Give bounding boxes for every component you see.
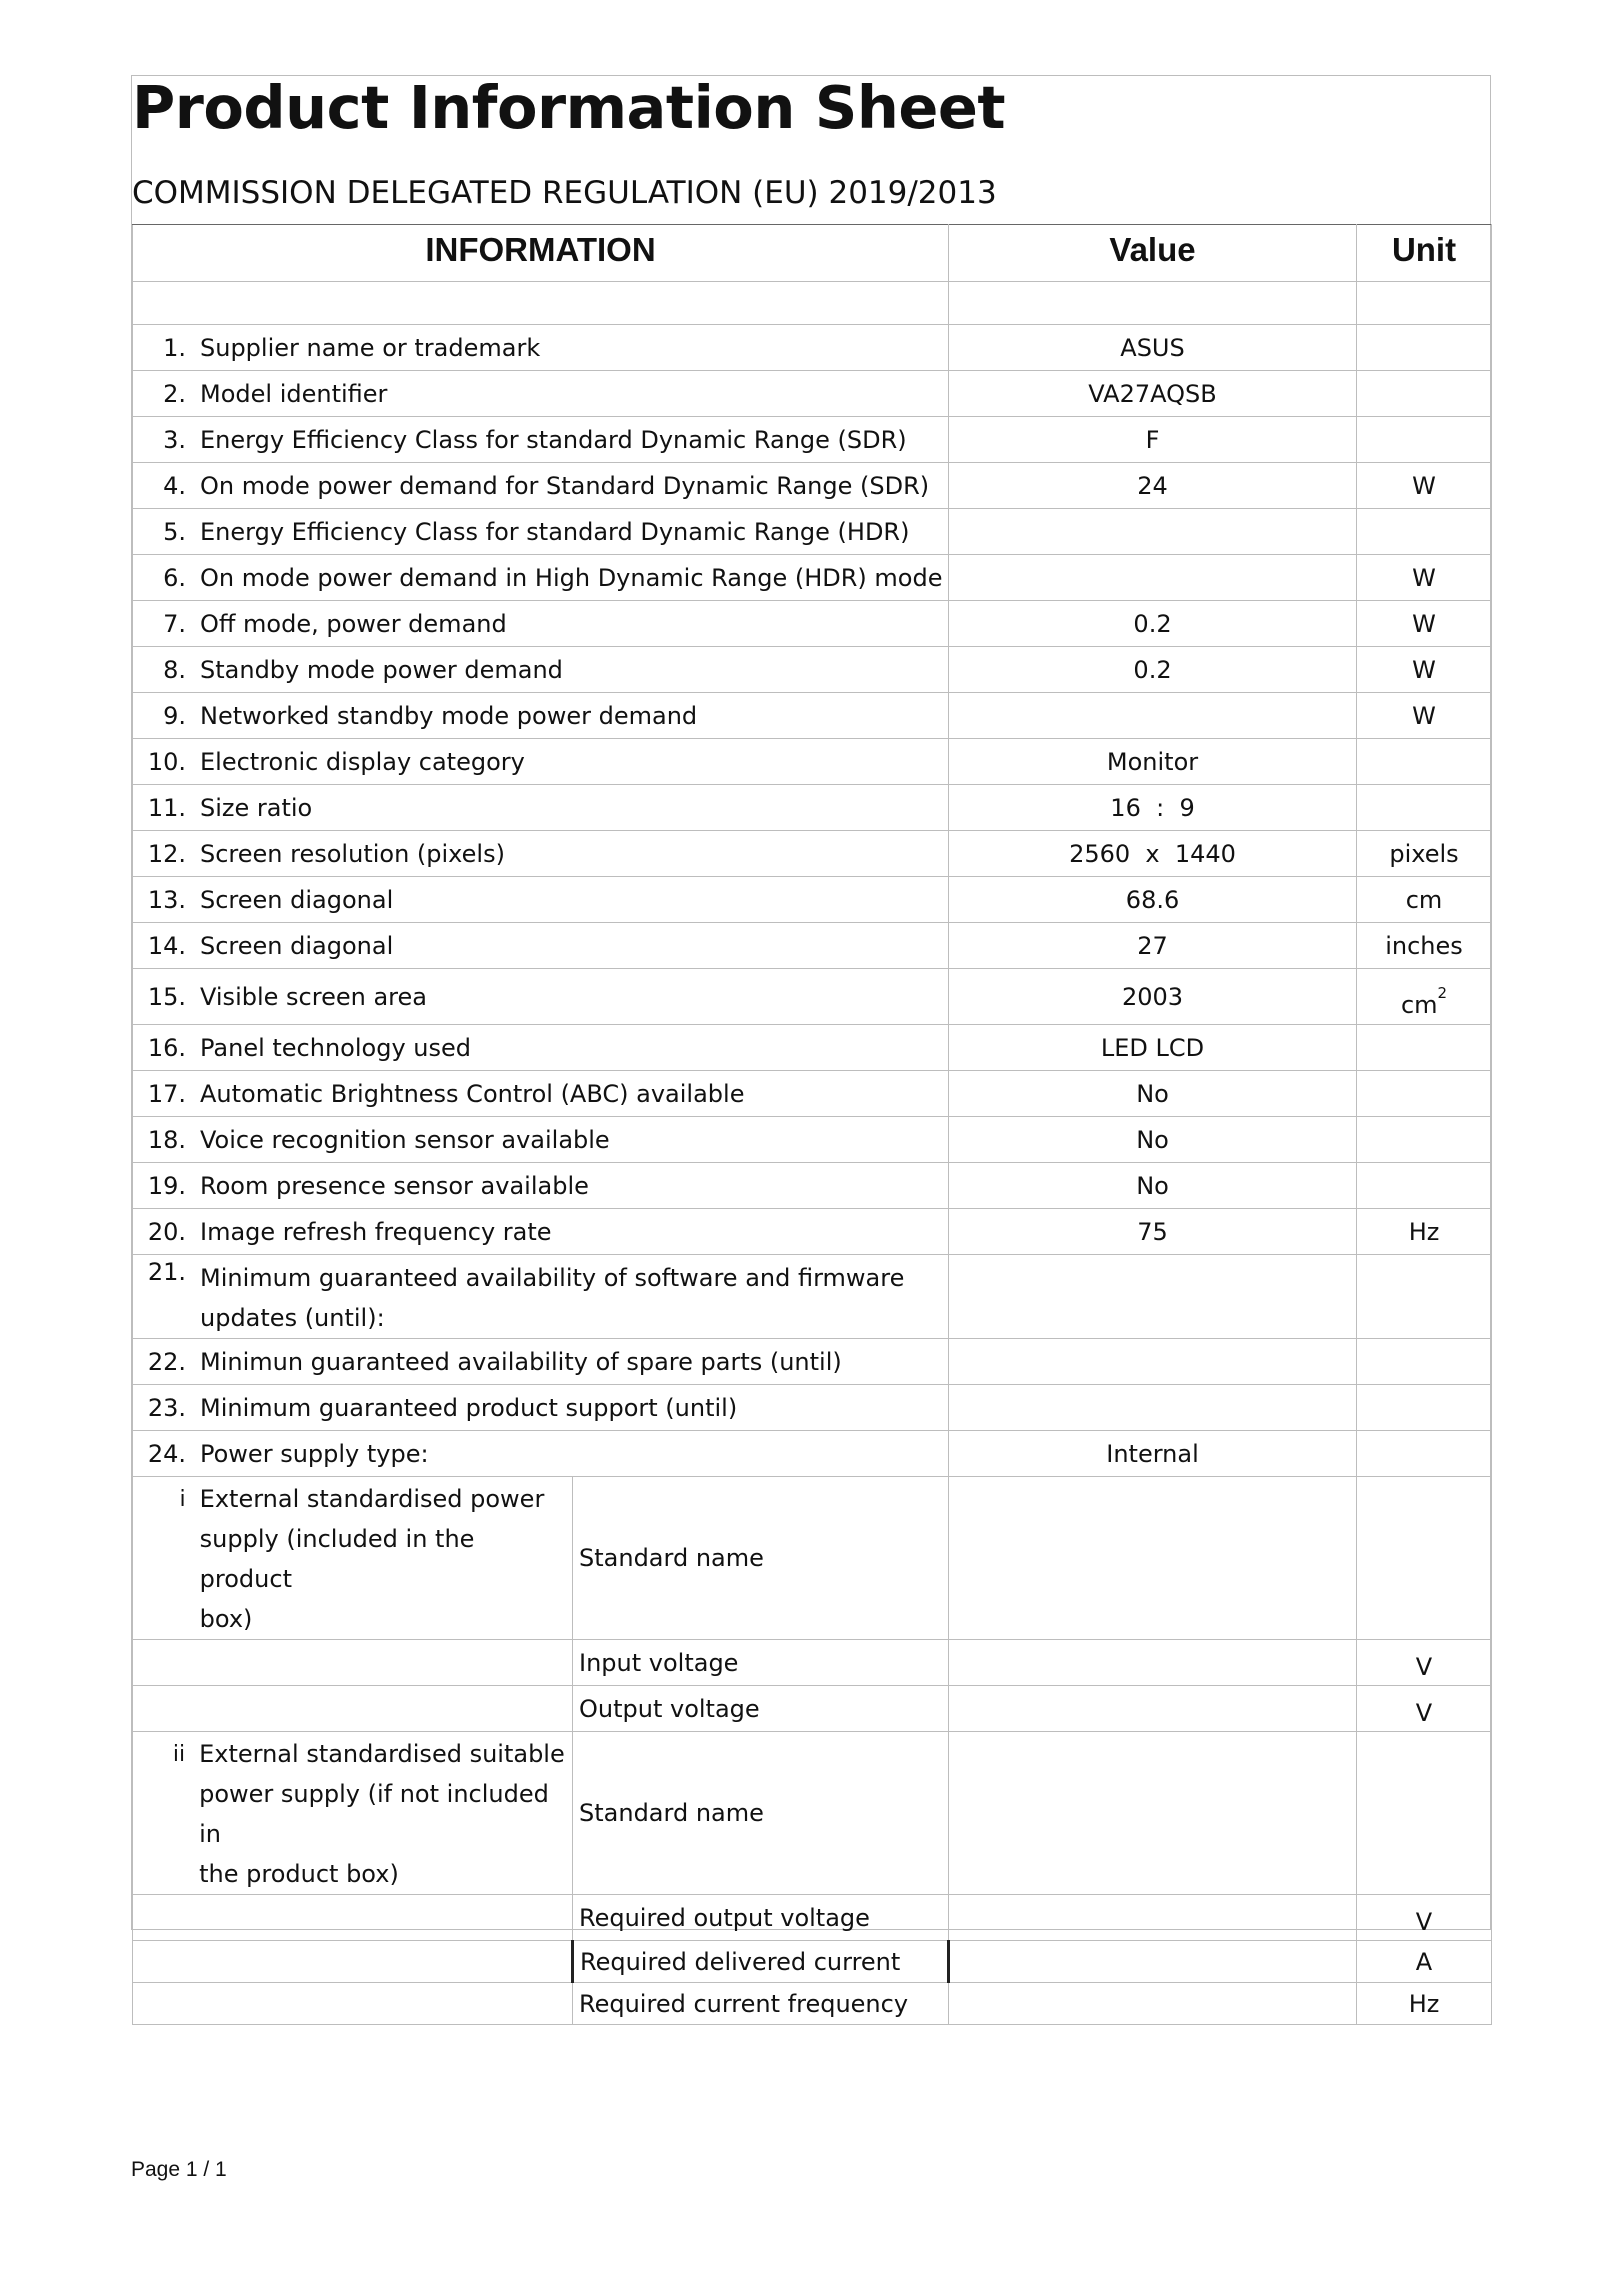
row-value [949, 555, 1357, 601]
power-supply-label-text [185, 1734, 572, 1894]
power-supply-label [133, 1895, 573, 1941]
power-supply-unit [1357, 1477, 1492, 1640]
row-value: 68.6 [949, 877, 1357, 923]
row-label [186, 1258, 948, 1338]
row-information [133, 1025, 949, 1071]
row-label: Model identifier [200, 379, 388, 408]
table-row [133, 1385, 1492, 1431]
power-supply-sub-label [573, 1895, 949, 1941]
row-label-line: updates (until): [200, 1303, 385, 1332]
row-unit: W [1357, 555, 1492, 601]
product-information-sheet [131, 73, 1491, 2018]
page-title: Product Information Sheet [132, 73, 1006, 142]
row-information [133, 923, 949, 969]
row-number: 2. [163, 379, 186, 408]
row-label: On mode power demand for Standard Dynamic Range (SDR) [200, 471, 930, 500]
power-supply-sub-label [573, 1983, 949, 2025]
power-supply-sub-label [573, 1477, 949, 1640]
table-row [133, 647, 1492, 693]
table-row [133, 1163, 1492, 1209]
row-value: No [949, 1163, 1357, 1209]
row-information [133, 1255, 949, 1339]
row-value: VA27AQSB [949, 371, 1357, 417]
row-number: 20. [147, 1217, 186, 1246]
table-row [133, 555, 1492, 601]
row-unit [1357, 739, 1492, 785]
information-table [132, 224, 1492, 2025]
row-information [133, 693, 949, 739]
row-number: 4. [163, 471, 186, 500]
row-information [133, 1117, 949, 1163]
sub-label-text: Output voltage [579, 1694, 760, 1723]
power-supply-unit: V [1357, 1686, 1492, 1732]
power-supply-label [133, 1640, 573, 1686]
power-supply-value [949, 1640, 1357, 1686]
row-unit [1357, 509, 1492, 555]
row-label: Visible screen area [200, 982, 427, 1011]
row-value [949, 1385, 1357, 1431]
row-label: Energy Efficiency Class for standard Dynamic Range (HDR) [200, 517, 910, 546]
row-unit [1357, 785, 1492, 831]
table-row [133, 325, 1492, 371]
row-unit: W [1357, 647, 1492, 693]
row-number: 19. [147, 1171, 186, 1200]
row-unit: cm [1357, 877, 1492, 923]
row-information [133, 371, 949, 417]
row-information [133, 1209, 949, 1255]
row-label: Screen diagonal [200, 885, 394, 914]
table-row [133, 1255, 1492, 1339]
header-value: Value [949, 225, 1357, 282]
power-supply-label-text [186, 1479, 572, 1639]
row-value: 2003 [949, 969, 1357, 1025]
row-value [949, 509, 1357, 555]
row-value: ASUS [949, 325, 1357, 371]
unit-superscript: 2 [1437, 984, 1448, 1002]
row-label: Energy Efficiency Class for standard Dynamic Range (SDR) [200, 425, 907, 454]
row-information [133, 325, 949, 371]
table-row [133, 969, 1492, 1025]
power-supply-row [133, 1941, 1492, 1983]
power-supply-value [949, 1732, 1357, 1895]
power-supply-label [133, 1686, 573, 1732]
row-information [133, 877, 949, 923]
table-row [133, 509, 1492, 555]
row-unit [1357, 325, 1492, 371]
header-row [133, 225, 1492, 282]
row-number: 12. [147, 839, 186, 868]
row-unit: Hz [1357, 1209, 1492, 1255]
row-label: Networked standby mode power demand [200, 701, 698, 730]
power-supply-row [133, 1895, 1492, 1941]
power-supply-row [133, 1640, 1492, 1686]
table-row [133, 1209, 1492, 1255]
row-label: Power supply type: [200, 1439, 429, 1468]
power-supply-unit: V [1357, 1640, 1492, 1686]
row-information [133, 647, 949, 693]
table-row [133, 1117, 1492, 1163]
table-row [133, 739, 1492, 785]
power-supply-sub-label [573, 1686, 949, 1732]
power-supply-value [949, 1477, 1357, 1640]
row-number: 21. [147, 1257, 186, 1286]
row-information [133, 1163, 949, 1209]
row-number: 11. [147, 793, 186, 822]
table-row [133, 923, 1492, 969]
row-information [133, 739, 949, 785]
row-unit: W [1357, 463, 1492, 509]
row-value [949, 693, 1357, 739]
row-value: 75 [949, 1209, 1357, 1255]
power-supply-sub-label [573, 1732, 949, 1895]
row-label: Supplier name or trademark [200, 333, 541, 362]
row-label: Off mode, power demand [200, 609, 507, 638]
row-number: 23. [147, 1393, 186, 1422]
main-rows [133, 325, 1492, 1477]
power-supply-label-line: box) [199, 1605, 253, 1633]
table-row [133, 1339, 1492, 1385]
row-label: Screen resolution (pixels) [200, 839, 505, 868]
table-row [133, 877, 1492, 923]
row-unit [1357, 371, 1492, 417]
row-number: 7. [163, 609, 186, 638]
row-unit [1357, 1117, 1492, 1163]
row-value: No [949, 1117, 1357, 1163]
power-supply-sub-label [573, 1941, 949, 1983]
row-information [133, 1431, 949, 1477]
power-supply-label-line: supply (included in the product [199, 1525, 475, 1593]
row-label: Size ratio [200, 793, 313, 822]
sub-label-text: Input voltage [579, 1648, 739, 1677]
table-row [133, 785, 1492, 831]
page-footer: Page 1 / 1 [131, 2158, 227, 2181]
power-supply-row [133, 1983, 1492, 2025]
row-unit: W [1357, 601, 1492, 647]
row-label-line: Minimum guaranteed availability of software and firmware [200, 1263, 905, 1292]
power-supply-unit: Hz [1357, 1983, 1492, 2025]
power-supply-unit: V [1357, 1895, 1492, 1941]
row-unit: pixels [1357, 831, 1492, 877]
row-number: 22. [147, 1347, 186, 1376]
row-number: 15. [147, 982, 186, 1011]
row-unit [1357, 1431, 1492, 1477]
row-number: 17. [147, 1079, 186, 1108]
power-supply-unit [1357, 1732, 1492, 1895]
row-unit [1357, 417, 1492, 463]
power-supply-label [133, 1732, 573, 1895]
power-supply-label-line: power supply (if not included in [199, 1780, 549, 1848]
row-unit [1357, 1025, 1492, 1071]
row-value: 0.2 [949, 601, 1357, 647]
row-label: Voice recognition sensor available [200, 1125, 610, 1154]
power-supply-value [949, 1983, 1357, 2025]
row-unit [1357, 969, 1492, 1025]
power-supply-row [133, 1686, 1492, 1732]
power-supply-unit: A [1357, 1941, 1492, 1983]
power-supply-row [133, 1732, 1492, 1895]
row-unit [1357, 1071, 1492, 1117]
power-supply-value [949, 1895, 1357, 1941]
table-row [133, 463, 1492, 509]
row-number: 3. [163, 425, 186, 454]
row-value: 0.2 [949, 647, 1357, 693]
power-supply-value [949, 1686, 1357, 1732]
row-label: Image refresh frequency rate [200, 1217, 552, 1246]
row-information [133, 969, 949, 1025]
power-supply-label [133, 1983, 573, 2025]
row-value: Internal [949, 1431, 1357, 1477]
row-value: LED LCD [949, 1025, 1357, 1071]
row-unit [1357, 1339, 1492, 1385]
row-number: 6. [163, 563, 186, 592]
row-value [949, 1339, 1357, 1385]
sub-label-text: Required delivered current [580, 1947, 901, 1976]
row-label: Panel technology used [200, 1033, 471, 1062]
row-number: 16. [147, 1033, 186, 1062]
row-information [133, 831, 949, 877]
row-value [949, 1255, 1357, 1339]
sub-label-text: Required output voltage [579, 1903, 870, 1932]
row-label: Automatic Brightness Control (ABC) available [200, 1079, 745, 1108]
row-number: 10. [147, 747, 186, 776]
header-information: INFORMATION [133, 225, 949, 282]
power-supply-row [133, 1477, 1492, 1640]
row-label: Minimum guaranteed product support (until) [200, 1393, 738, 1422]
row-information [133, 601, 949, 647]
row-label: Screen diagonal [200, 931, 394, 960]
row-value: 16 : 9 [949, 785, 1357, 831]
power-supply-rows [133, 1477, 1492, 2025]
row-label: Electronic display category [200, 747, 525, 776]
row-information [133, 555, 949, 601]
table-row [133, 371, 1492, 417]
power-supply-label [133, 1941, 573, 1983]
power-supply-label-line: External standardised suitable [199, 1740, 565, 1768]
roman-numeral: i [179, 1487, 186, 1512]
header-unit: Unit [1357, 225, 1492, 282]
power-supply-label [133, 1477, 573, 1640]
power-supply-sub-label [573, 1640, 949, 1686]
row-value: 24 [949, 463, 1357, 509]
row-information [133, 1071, 949, 1117]
table-row [133, 601, 1492, 647]
row-number: 1. [163, 333, 186, 362]
row-unit [1357, 1385, 1492, 1431]
row-value: No [949, 1071, 1357, 1117]
row-information [133, 785, 949, 831]
power-supply-label-line: External standardised power [199, 1485, 545, 1513]
power-supply-label-line: the product box) [199, 1860, 399, 1888]
row-value: F [949, 417, 1357, 463]
table-row [133, 417, 1492, 463]
row-information [133, 1385, 949, 1431]
row-unit [1357, 1163, 1492, 1209]
row-number: 9. [163, 701, 186, 730]
row-value: Monitor [949, 739, 1357, 785]
spacer-row [133, 282, 1492, 325]
table-row [133, 1431, 1492, 1477]
row-number: 13. [147, 885, 186, 914]
row-number: 8. [163, 655, 186, 684]
row-label: Room presence sensor available [200, 1171, 589, 1200]
regulation-subtitle: COMMISSION DELEGATED REGULATION (EU) 2019/2013 [132, 175, 997, 211]
row-value: 2560 x 1440 [949, 831, 1357, 877]
sub-label-text: Required current frequency [579, 1989, 909, 2018]
row-unit: inches [1357, 923, 1492, 969]
table-row [133, 1071, 1492, 1117]
row-information [133, 417, 949, 463]
row-label: Minimun guaranteed availability of spare parts (until) [200, 1347, 842, 1376]
row-label: Standby mode power demand [200, 655, 563, 684]
table-row [133, 693, 1492, 739]
unit-text: cm [1400, 991, 1438, 1019]
row-unit: W [1357, 693, 1492, 739]
row-number: 18. [147, 1125, 186, 1154]
row-number: 5. [163, 517, 186, 546]
power-supply-value [949, 1941, 1357, 1983]
row-value: 27 [949, 923, 1357, 969]
row-information [133, 509, 949, 555]
row-unit [1357, 1255, 1492, 1339]
sub-label-text: Standard name [579, 1544, 764, 1572]
row-number: 24. [147, 1439, 186, 1468]
table-row [133, 831, 1492, 877]
row-label: On mode power demand in High Dynamic Range (HDR) mode [200, 563, 943, 592]
row-information [133, 1339, 949, 1385]
roman-numeral: ii [172, 1742, 186, 1767]
row-number: 14. [147, 931, 186, 960]
sub-label-text: Standard name [579, 1799, 764, 1827]
row-information [133, 463, 949, 509]
table-row [133, 1025, 1492, 1071]
